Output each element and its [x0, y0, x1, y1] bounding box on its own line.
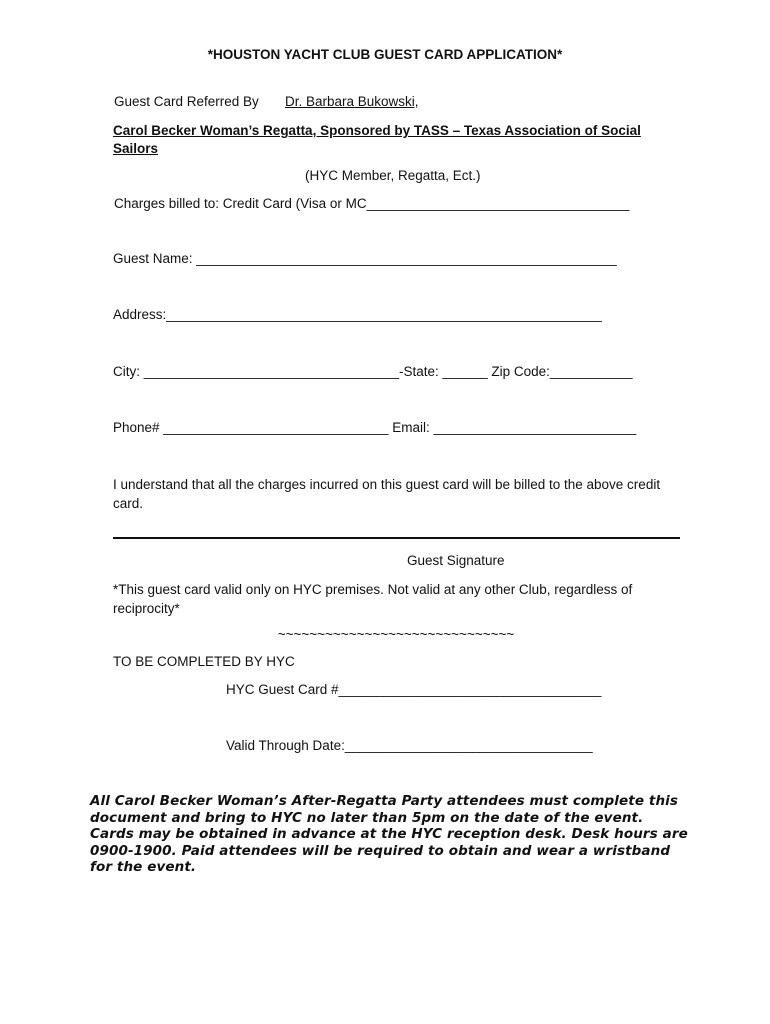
city-state-zip-field[interactable]: City: __________________________________-State: ______ Zip Code:___________ [113, 364, 633, 379]
after-party-notice: All Carol Becker Woman’s After-Regatta Party attendees must complete this document and bring to HYC no later than 5pm on the date of the event. Cards may be obtained in advance at the HYC reception desk. Desk hours are 0900-1900. Paid attendees will be required to obtain and wear a wristband for the event. [90, 793, 688, 875]
hyc-section-label: TO BE COMPLETED BY HYC [113, 654, 295, 669]
hyc-guest-card-number-field[interactable]: HYC Guest Card #___________________________________ [226, 682, 602, 697]
event-hint-text: (HYC Member, Regatta, Ect.) [305, 168, 481, 183]
validity-notice: *This guest card valid only on HYC premises. Not valid at any other Club, regardless of reciprocity* [113, 582, 633, 616]
signature-line[interactable] [113, 537, 680, 539]
charges-acknowledgement-text: I understand that all the charges incurred on this guest card will be billed to the above credit card. [113, 477, 661, 511]
charges-billed-field[interactable]: Charges billed to: Credit Card (Visa or MC___________________________________ [114, 196, 630, 211]
referred-by-value: Dr. Barbara Bukowski, [285, 94, 419, 109]
signature-label: Guest Signature [407, 553, 505, 568]
valid-through-date-field[interactable]: Valid Through Date:_________________________________ [226, 738, 593, 753]
address-field[interactable]: Address:__________________________________________________________ [113, 307, 602, 322]
document-title: *HOUSTON YACHT CLUB GUEST CARD APPLICATION* [207, 47, 563, 62]
phone-email-field[interactable]: Phone# ______________________________ Email: ___________________________ [113, 420, 637, 435]
guest-name-field[interactable]: Guest Name: ________________________________________________________ [113, 251, 617, 266]
tilde-divider: ~~~~~~~~~~~~~~~~~~~~~~~~~~~~~~ [277, 627, 515, 642]
event-sponsor-line: Carol Becker Woman’s Regatta, Sponsored by TASS – Texas Association of Social Sailors [113, 123, 641, 156]
referred-by-label: Guest Card Referred By [114, 94, 259, 109]
